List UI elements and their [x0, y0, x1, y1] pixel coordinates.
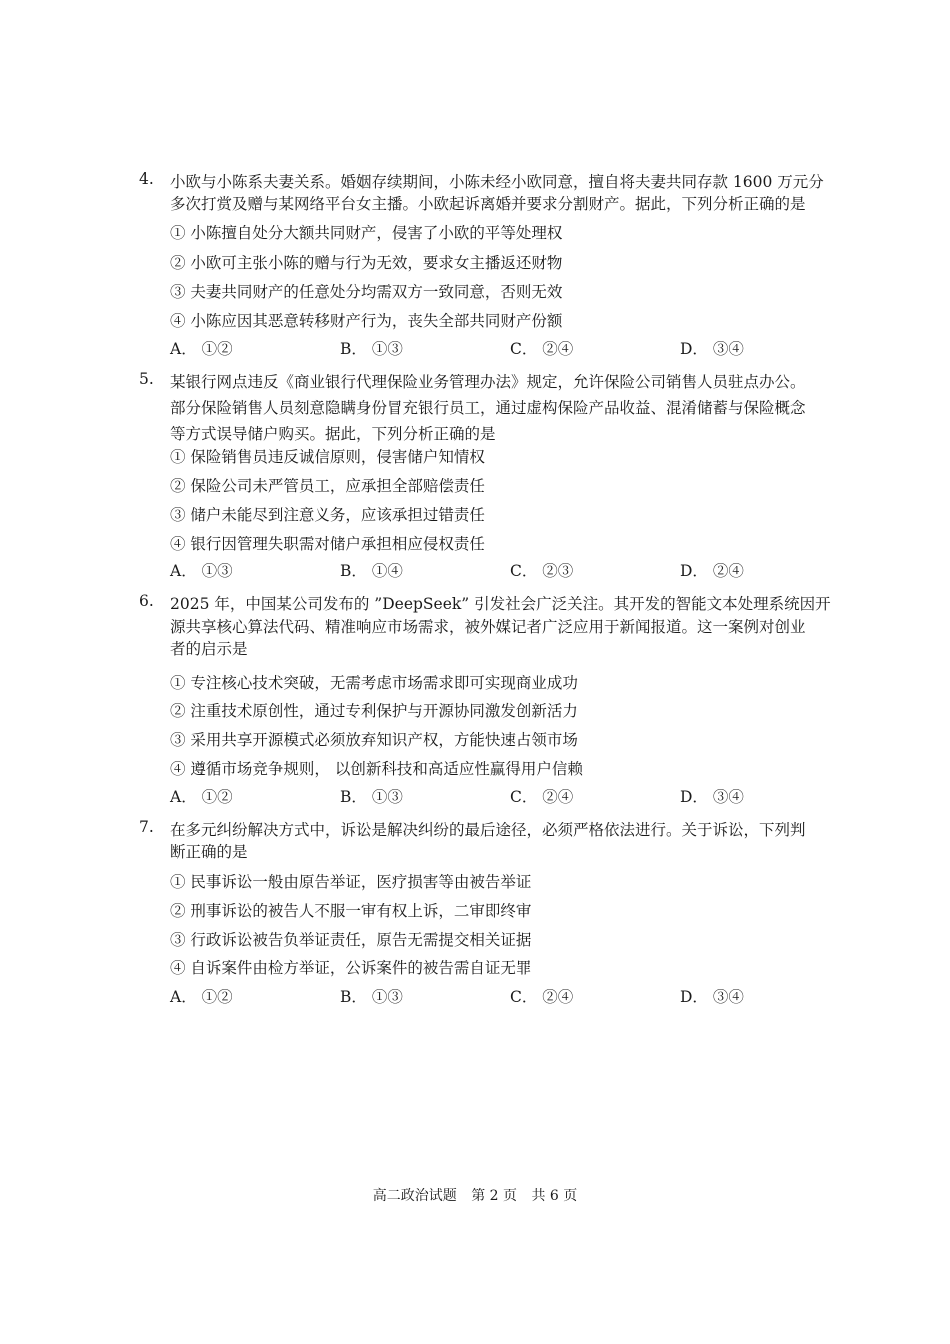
answer-choice-c: C． ②④	[510, 340, 574, 358]
question-stem-line: 小欧与小陈系夫妻关系。婚姻存续期间，小陈未经小欧同意，擅自将夫妻共同存款 1600 万元分	[170, 173, 824, 191]
question-stem-line: 等方式误导储户购买。据此，下列分析正确的是	[170, 425, 496, 443]
statement-option: ③ 行政诉讼被告负举证责任，原告无需提交相关证据	[170, 931, 532, 949]
question-stem-line: 部分保险销售人员刻意隐瞒身份冒充银行员工，通过虚构保险产品收益、混淆储蓄与保险概念	[170, 399, 806, 417]
question-number: 4.	[139, 170, 154, 188]
answer-choice-c: C． ②④	[510, 788, 574, 806]
question-number: 6.	[139, 592, 154, 610]
statement-option: ④ 自诉案件由检方举证，公诉案件的被告需自证无罪	[170, 959, 532, 977]
statement-option: ③ 储户未能尽到注意义务，应该承担过错责任	[170, 506, 485, 524]
answer-choice-d: D． ②④	[680, 562, 744, 580]
answer-choice-b: B． ①③	[340, 988, 403, 1006]
answer-choice-c: C． ②④	[510, 988, 574, 1006]
question-stem-line: 某银行网点违反《商业银行代理保险业务管理办法》规定，允许保险公司销售人员驻点办公。	[170, 373, 806, 391]
statement-option: ③ 采用共享开源模式必须放弃知识产权，方能快速占领市场	[170, 731, 578, 749]
answer-choice-b: B． ①④	[340, 562, 403, 580]
answer-choice-a: A． ①②	[170, 788, 233, 806]
answer-choice-a: A． ①②	[170, 988, 233, 1006]
footer-total-pages: 共 6 页	[531, 1188, 578, 1204]
question-stem-line: 源共享核心算法代码、精准响应市场需求，被外媒记者广泛应用于新闻报道。这一案例对创业	[170, 618, 806, 636]
footer-page-number: 第 2 页	[471, 1188, 517, 1204]
answer-choice-b: B． ①③	[340, 788, 403, 806]
answer-choice-c: C． ②③	[510, 562, 574, 580]
statement-option: ③ 夫妻共同财产的任意处分均需双方一致同意，否则无效	[170, 283, 563, 301]
statement-option: ④ 小陈应因其恶意转移财产行为，丧失全部共同财产份额	[170, 312, 563, 330]
question-stem-line: 断正确的是	[170, 843, 248, 861]
answer-choice-a: A． ①②	[170, 340, 233, 358]
question-number: 7.	[139, 818, 154, 836]
footer-subject: 高二政治试题	[372, 1188, 457, 1204]
answer-choice-b: B． ①③	[340, 340, 403, 358]
statement-option: ① 小陈擅自处分大额共同财产，侵害了小欧的平等处理权	[170, 224, 563, 242]
answer-choice-a: A． ①③	[170, 562, 233, 580]
statement-option: ② 保险公司未严管员工，应承担全部赔偿责任	[170, 477, 485, 495]
answer-choice-d: D． ③④	[680, 988, 744, 1006]
statement-option: ① 保险销售员违反诚信原则，侵害储户知情权	[170, 448, 485, 466]
question-stem-line: 者的启示是	[170, 640, 248, 658]
question-number: 5.	[139, 370, 154, 388]
statement-option: ② 小欧可主张小陈的赠与行为无效，要求女主播返还财物	[170, 254, 563, 272]
question-stem-line: 2025 年，中国某公司发布的 ”DeepSeek” 引发社会广泛关注。其开发的智能文本处理系统因开	[170, 595, 831, 613]
statement-option: ④ 遵循市场竞争规则， 以创新科技和高适应性赢得用户信赖	[170, 760, 583, 778]
answer-choice-d: D． ③④	[680, 340, 744, 358]
statement-option: ② 刑事诉讼的被告人不服一审有权上诉，二审即终审	[170, 902, 532, 920]
answer-choice-d: D． ③④	[680, 788, 744, 806]
statement-option: ④ 银行因管理失职需对储户承担相应侵权责任	[170, 535, 485, 553]
statement-option: ① 专注核心技术突破，无需考虑市场需求即可实现商业成功	[170, 674, 578, 692]
statement-option: ② 注重技术原创性，通过专利保护与开源协同激发创新活力	[170, 702, 578, 720]
page-footer	[0, 1185, 950, 1205]
question-stem-line: 在多元纠纷解决方式中，诉讼是解决纠纷的最后途径，必须严格依法进行。关于诉讼，下列判	[170, 821, 806, 839]
statement-option: ① 民事诉讼一般由原告举证，医疗损害等由被告举证	[170, 873, 532, 891]
question-stem-line: 多次打赏及赠与某网络平台女主播。小欧起诉离婚并要求分割财产。据此，下列分析正确的是	[170, 195, 806, 213]
